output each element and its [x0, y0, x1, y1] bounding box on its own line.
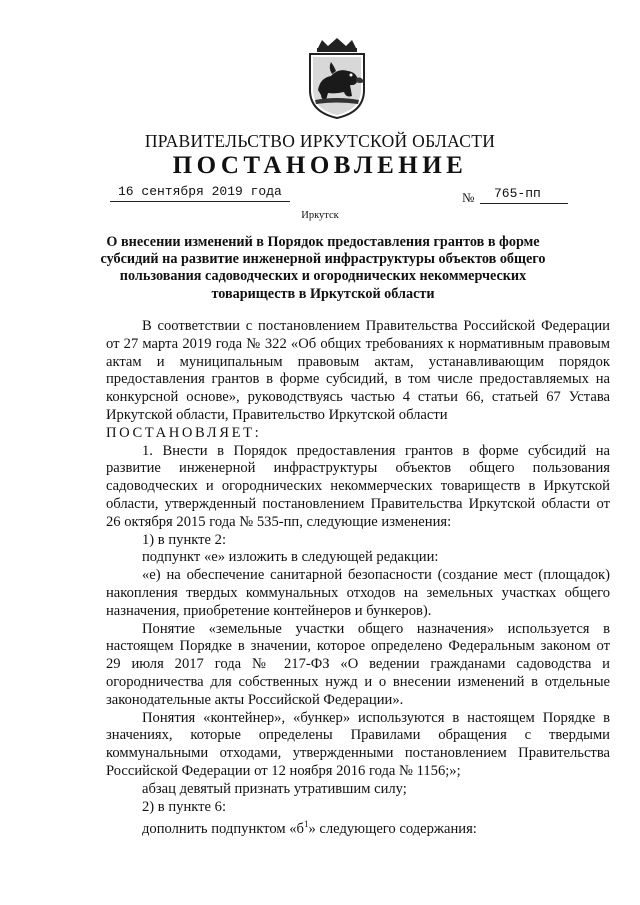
subpoint-b1-intro [106, 816, 610, 839]
paragraph-nine-repeal: абзац девятый признать утратившим силу; [142, 780, 407, 797]
preamble-paragraph: В соответствии с постановлением Правительства Российской Федерации от 27 марта 2019 года № 322 «Об общих требованиях к нормативным правовым актам и муниципальным правовым актам, устанавливающим порядок предоставления грантов в форме субсидий, в том числе предоставляемых на конкурсной основе», руководствуясь частью 4 статьи 66, статьей 67 Устава Иркутской области, Правительство Иркутской области [106, 318, 610, 423]
city: Иркутск [301, 210, 339, 221]
government-name: ПРАВИТЕЛЬСТВО ИРКУТСКОЙ ОБЛАСТИ [144, 131, 496, 151]
subitem-2-paragraph: 2) в пункте 6: [142, 798, 227, 815]
number-sign: № [462, 190, 475, 205]
coat-of-arms-icon [298, 38, 376, 120]
date-underline [110, 201, 290, 202]
subitem-1-paragraph: 1) в пункте 2: [142, 531, 227, 548]
document-type: ПОСТАНОВЛЕНИЕ [172, 152, 468, 179]
number-underline [480, 203, 568, 204]
decree-number: 765-пп [494, 186, 541, 201]
decree-title: О внесении изменений в Порядок предоставления грантов в форме субсидий на развитие инженерной инфраструктуры объектов общего пользования садоводческих и огороднических некоммерческих товариществ в Иркутской области [100, 234, 546, 302]
subpoint-e-intro: подпункт «е» изложить в следующей редакции: [142, 549, 439, 566]
decree-date: 16 сентября 2019 года [118, 184, 282, 199]
subpoint-e-text: «е) на обеспечение санитарной безопасности (создание мест (площадок) накопления твердых коммунальных отходов на земельных участках общего назначения, приобретение контейнеров и бункеров). [106, 567, 610, 619]
decree-body [106, 318, 610, 839]
container-definition: Понятия «контейнер», «бункер» используются в настоящем Порядке в значениях, которые определены Правилами обращения с твердыми коммунальными отходами, утвержденными постановлением Правительства Российской Федерации от 12 ноября 2016 года № 1156;»; [106, 709, 610, 779]
resolves-heading: ПОСТАНОВЛЯЕТ: [106, 424, 262, 441]
subpoint-b1-before: дополнить подпунктом «б [142, 821, 304, 838]
subpoint-b1-superscript: 1 [303, 819, 309, 830]
common-land-definition: Понятие «земельные участки общего назначения» используется в настоящем Порядке в значении, которое определено Федеральным законом от 29 июля 2017 года № 217-ФЗ «О ведении гражданами садоводства и огородничества для собственных нужд и о внесении изменений в отдельные законодательные акты Российской Федерации». [106, 620, 610, 708]
item-1-paragraph: 1. Внести в Порядок предоставления грантов в форме субсидий на развитие инженерной инфраструктуры объектов общего пользования садоводческих и огороднических некоммерческих товариществ в Иркутской области, утвержденный постановлением Правительства Иркутской области от 26 октября 2015 года № 535-пп, следующие изменения: [106, 442, 610, 530]
subpoint-b1-after: » следующего содержания: [308, 821, 477, 838]
